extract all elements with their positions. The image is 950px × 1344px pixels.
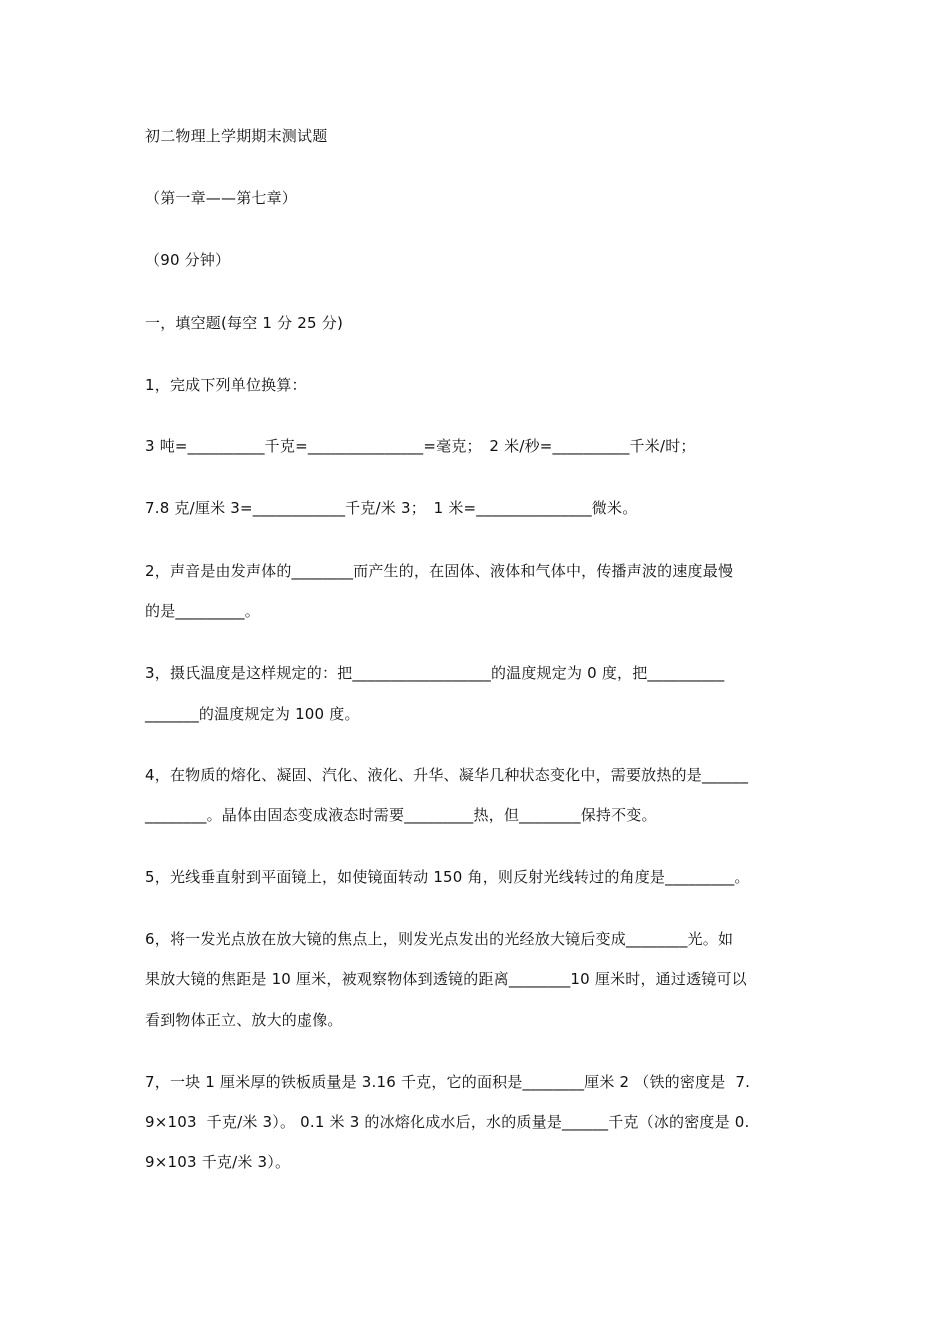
- question-7-line-3: 9×103 千克/米 3）。: [145, 1153, 291, 1171]
- question-1-intro: 1，完成下列单位换算：: [145, 376, 307, 394]
- question-7-line-2: 9×103 千克/米 3）。 0.1 米 3 的冰熔化成水后，水的质量是______千克（冰的密度是 0.: [145, 1113, 750, 1131]
- question-7-line-1: 7，一块 1 厘米厚的铁板质量是 3.16 千克，它的面积是________厘米 2 （铁的密度是 7.: [145, 1073, 751, 1091]
- question-2-line-1: 2，声音是由发声体的________而产生的，在固体、液体和气体中，传播声波的速度最慢: [145, 562, 734, 580]
- question-6-line-1: 6，将一发光点放在放大镜的焦点上，则发光点发出的光经放大镜后变成________光。如: [145, 930, 734, 948]
- exam-duration: （90 分钟）: [145, 251, 231, 269]
- document-title: 初二物理上学期期末测试题: [145, 127, 328, 145]
- question-3-line-2: _______的温度规定为 100 度。: [145, 705, 360, 723]
- question-2-line-2: 的是_________。: [145, 602, 260, 620]
- question-4-line-1: 4，在物质的熔化、凝固、汽化、液化、升华、凝华几种状态变化中，需要放热的是______: [145, 766, 749, 784]
- question-6-line-2: 果放大镜的焦距是 10 厘米，被观察物体到透镜的距离________10 厘米时，通过透镜可以: [145, 970, 747, 988]
- question-1-line-2: 7.8 克/厘米 3=____________千克/米 3； 1 米=_______________微米。: [145, 499, 638, 517]
- question-5-line-1: 5，光线垂直射到平面镜上，如使镜面转动 150 角，则反射光线转过的角度是_________。: [145, 868, 750, 886]
- question-6-line-3: 看到物体正立、放大的虚像。: [145, 1011, 343, 1029]
- section-heading: 一，填空题(每空 1 分 25 分): [145, 314, 344, 332]
- question-1-line-1: 3 吨=__________千克=_______________=毫克； 2 米/秒=__________千米/时；: [145, 437, 696, 455]
- chapter-range: （第一章——第七章）: [145, 189, 298, 207]
- question-3-line-1: 3，摄氏温度是这样规定的：把__________________的温度规定为 0 度，把__________: [145, 664, 725, 682]
- question-4-line-2: ________。晶体由固态变成液态时需要_________热，但________保持不变。: [145, 806, 657, 824]
